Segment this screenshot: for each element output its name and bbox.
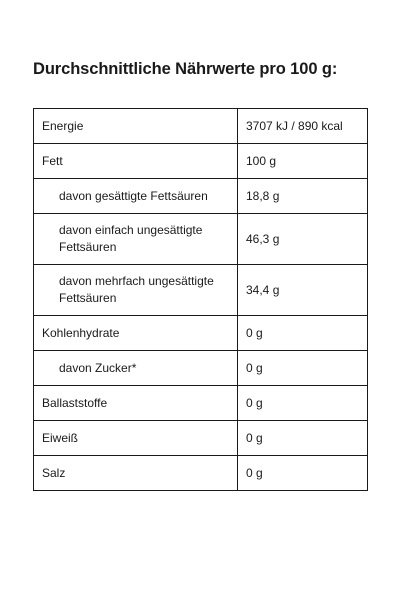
nutrient-label: Salz (34, 456, 238, 491)
table-row-energy (34, 109, 368, 144)
page-title: Durchschnittliche Nährwerte pro 100 g: (33, 60, 338, 78)
table-row-salt (34, 456, 368, 491)
nutrient-value: 0 g (238, 386, 368, 421)
table-row-carbohydrates (34, 316, 368, 351)
table-row-sugar (34, 351, 368, 386)
nutrient-value: 18,8 g (238, 179, 368, 214)
nutrient-label: davon Zucker* (34, 351, 238, 386)
nutrient-label: Energie (34, 109, 238, 144)
nutrient-value: 0 g (238, 421, 368, 456)
nutrient-value: 100 g (238, 144, 368, 179)
nutrient-value: 0 g (238, 316, 368, 351)
nutrient-label: Eiweiß (34, 421, 238, 456)
table-row-saturated-fat (34, 179, 368, 214)
table-row-protein (34, 421, 368, 456)
nutrient-value: 3707 kJ / 890 kcal (238, 109, 368, 144)
nutrient-label: Ballaststoffe (34, 386, 238, 421)
nutrient-value: 34,4 g (238, 265, 368, 316)
nutrient-label: Kohlenhydrate (34, 316, 238, 351)
table-row-polyunsaturated-fat (34, 265, 368, 316)
nutrient-label: davon mehrfach ungesättigte Fettsäuren (34, 265, 238, 316)
nutrient-label: Fett (34, 144, 238, 179)
table-row-monounsaturated-fat (34, 214, 368, 265)
table-row-fat (34, 144, 368, 179)
nutrient-label: davon einfach ungesättigte Fettsäuren (34, 214, 238, 265)
nutrient-value: 0 g (238, 456, 368, 491)
nutrient-value: 0 g (238, 351, 368, 386)
nutrition-table (33, 108, 368, 491)
nutrient-value: 46,3 g (238, 214, 368, 265)
nutrient-label: davon gesättigte Fettsäuren (34, 179, 238, 214)
table-row-fiber (34, 386, 368, 421)
